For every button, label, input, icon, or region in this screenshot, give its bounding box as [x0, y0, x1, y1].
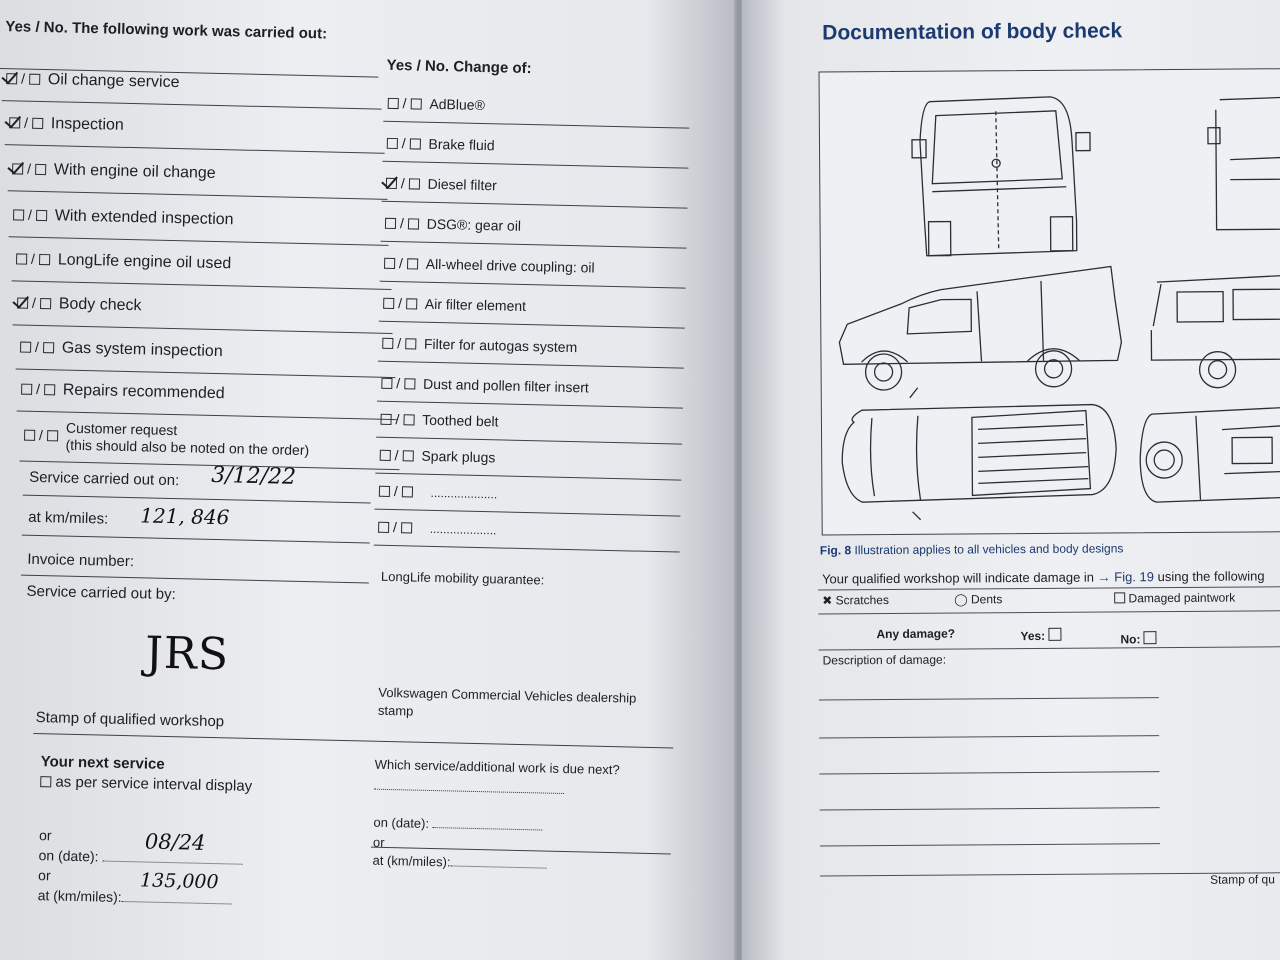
km-value[interactable]: 121, 846: [140, 503, 230, 530]
yes-checkbox[interactable]: [378, 522, 389, 533]
damage-yes-option[interactable]: [1020, 628, 1061, 643]
vehicle-outline-illustration: [820, 69, 1280, 534]
or-label: or: [38, 827, 52, 844]
next-service-label: Your next service: [40, 753, 165, 773]
figure-caption-text: Illustration applies to all vehicles and body designs: [854, 541, 1124, 558]
work-item[interactable]: [20, 339, 223, 362]
no-checkbox[interactable]: [44, 384, 55, 395]
yes-checkbox[interactable]: [382, 338, 393, 349]
yes-no-checkboxes[interactable]: [387, 135, 421, 152]
change-item[interactable]: [388, 95, 485, 113]
interval-label: as per service interval display: [55, 773, 253, 795]
no-checkbox[interactable]: [43, 342, 54, 353]
no-checkbox[interactable]: [410, 98, 421, 109]
page-title: Documentation of body check: [822, 19, 1123, 45]
at-km-label: at (km/miles):: [37, 887, 122, 905]
yes-checkbox[interactable]: [13, 209, 24, 220]
change-item-label: Dust and pollen filter insert: [422, 375, 589, 396]
description-label: Description of damage:: [822, 652, 947, 668]
yes-checkbox[interactable]: [21, 384, 32, 395]
change-item[interactable]: [383, 295, 526, 314]
figure-reference[interactable]: → Fig. 19: [1097, 569, 1155, 585]
yes-no-checkboxes[interactable]: [380, 447, 414, 464]
yes-no-checkboxes[interactable]: [386, 175, 420, 192]
yes-no-checkboxes[interactable]: [388, 95, 422, 112]
change-item[interactable]: [381, 375, 589, 396]
divider: [382, 201, 688, 209]
work-item-label: Oil change service: [47, 71, 180, 92]
slash: /: [389, 482, 402, 500]
yes-checkbox[interactable]: [379, 486, 390, 497]
yes-checkbox[interactable]: [24, 430, 35, 441]
slash: /: [23, 206, 36, 223]
divider: [819, 646, 1280, 650]
slash: /: [395, 215, 408, 232]
slash: /: [396, 175, 409, 192]
yes-no-checkboxes[interactable]: [6, 70, 40, 87]
divider: [13, 324, 393, 334]
work-item-label-main: Customer request: [65, 419, 178, 439]
no-checkbox[interactable]: [405, 338, 416, 349]
dealer-stamp-label-2: stamp: [377, 702, 414, 719]
slash: /: [17, 70, 30, 87]
work-item-label: Gas system inspection: [61, 339, 223, 361]
work-item[interactable]: [13, 206, 234, 229]
due-next-label: Which service/additional work is due next?: [374, 756, 620, 778]
legend-scratches: ✖ Scratches: [822, 592, 889, 608]
work-item-label: With engine oil change: [53, 161, 216, 182]
any-damage-label: Any damage?: [876, 626, 956, 642]
work-item[interactable]: [24, 419, 310, 459]
divider: [33, 733, 673, 749]
yes-checkbox[interactable]: [387, 138, 398, 149]
no-checkbox[interactable]: [401, 522, 412, 533]
divider: [5, 144, 385, 154]
slash: /: [391, 410, 404, 428]
no-checkbox[interactable]: [29, 74, 40, 85]
invoice-label: Invoice number:: [27, 550, 135, 571]
yes-checkbox[interactable]: [12, 163, 23, 174]
yes-checkbox[interactable]: [16, 253, 27, 264]
yes-label: Yes:: [1020, 628, 1046, 644]
slash: /: [26, 250, 39, 267]
legend-paintwork: [1114, 591, 1235, 606]
slash: /: [398, 95, 411, 112]
no-checkbox[interactable]: [32, 118, 43, 129]
slash: /: [390, 446, 403, 464]
yes-checkbox[interactable]: [388, 98, 399, 109]
work-item-note: (this should also be noted on the order): [65, 436, 310, 459]
yes-no-checkboxes[interactable]: [24, 427, 58, 444]
body-check-sheet: [742, 0, 1280, 960]
yes-no-checkboxes[interactable]: [16, 250, 50, 267]
divider: [374, 545, 680, 553]
vehicle-diagram: [819, 68, 1280, 535]
slash: /: [32, 380, 45, 398]
yes-no-checkboxes[interactable]: [378, 519, 412, 536]
legend-dents-label: Dents: [970, 592, 1003, 607]
change-item[interactable]: [380, 411, 498, 430]
yes-checkbox[interactable]: [1048, 628, 1061, 641]
slash: /: [397, 135, 410, 152]
divider: [2, 100, 382, 110]
work-item-label: [65, 420, 309, 460]
divider: [8, 190, 388, 200]
instructions-text: Your qualified workshop will indicate damage in: [821, 569, 1095, 587]
next-date-value[interactable]: 08/24: [144, 829, 206, 855]
yes-no-checkboxes[interactable]: [17, 294, 51, 311]
no-checkbox[interactable]: [407, 258, 418, 269]
yes-no-checkboxes[interactable]: [21, 381, 55, 398]
work-item-label: Inspection: [50, 115, 124, 134]
description-line[interactable]: [819, 697, 1159, 700]
work-header: Yes / No. The following work was carried out:: [5, 18, 328, 43]
description-line[interactable]: [819, 771, 1159, 774]
due-km-label: at (km/miles):: [372, 852, 451, 870]
work-item[interactable]: [6, 70, 180, 92]
slash: /: [30, 338, 43, 356]
yes-no-checkboxes[interactable]: [385, 215, 419, 232]
no-label: No:: [1120, 632, 1141, 647]
yes-no-checkboxes[interactable]: [383, 295, 417, 312]
yes-checkbox[interactable]: [386, 178, 397, 189]
work-item-label: Body check: [58, 295, 142, 315]
legend-scratches-label: Scratches: [835, 592, 889, 608]
next-km-value[interactable]: 135,000: [139, 869, 219, 894]
work-item[interactable]: [21, 381, 225, 404]
yes-checkbox[interactable]: [385, 218, 396, 229]
divider: [20, 461, 400, 471]
no-checkbox[interactable]: [408, 178, 419, 189]
change-item-label: Brake fluid: [428, 135, 495, 154]
no-checkbox[interactable]: [401, 486, 412, 497]
no-checkbox[interactable]: [403, 414, 414, 425]
description-line[interactable]: [820, 843, 1160, 846]
yes-no-checkboxes[interactable]: [381, 375, 415, 392]
due-km-field[interactable]: [372, 853, 546, 872]
divider: [12, 280, 392, 290]
slash: /: [394, 255, 407, 272]
divider: [380, 281, 686, 289]
due-next-line[interactable]: [374, 777, 564, 798]
yes-no-checkboxes[interactable]: [20, 339, 54, 356]
no-checkbox[interactable]: [406, 298, 417, 309]
divider: [379, 321, 685, 329]
stamp-label: Stamp of qu: [1210, 872, 1275, 887]
service-by-label: Service carried out by:: [26, 582, 176, 604]
right-page: [742, 0, 1280, 960]
slash: /: [392, 375, 405, 392]
divider: [377, 401, 683, 409]
divider: [375, 509, 681, 517]
change-item-label: Toothed belt: [422, 411, 499, 430]
on-date-label: on (date):: [38, 847, 99, 865]
yes-no-checkboxes[interactable]: [12, 160, 46, 177]
divider: [22, 535, 370, 544]
change-item-label: Air filter element: [424, 295, 527, 315]
yes-no-checkboxes[interactable]: [379, 483, 413, 500]
no-checkbox[interactable]: [404, 378, 415, 389]
divider: [375, 473, 681, 481]
change-item-label: Spark plugs: [421, 447, 496, 466]
slash: /: [393, 335, 406, 352]
divider: [23, 495, 371, 504]
yes-no-checkboxes[interactable]: [13, 206, 47, 223]
change-item-label: AdBlue®: [429, 95, 486, 114]
divider: [16, 368, 396, 378]
divider: [17, 410, 397, 420]
due-date-label: on (date):: [373, 814, 430, 831]
yes-no-checkboxes[interactable]: [384, 255, 418, 272]
change-item-label: All-wheel drive coupling: oil: [425, 255, 595, 276]
change-item[interactable]: [378, 519, 497, 538]
yes-checkbox[interactable]: [380, 450, 391, 461]
change-item-label: ....................: [429, 521, 497, 538]
figure-number: Fig. 8: [819, 543, 852, 558]
no-checkbox[interactable]: [402, 450, 413, 461]
work-item-label: Repairs recommended: [62, 381, 225, 403]
divider: [818, 610, 1280, 614]
no-checkbox[interactable]: [36, 210, 47, 221]
or-label-2: or: [37, 867, 51, 884]
figure-caption: [820, 541, 1124, 557]
work-item-label: With extended inspection: [54, 207, 234, 229]
no-checkbox[interactable]: [1144, 631, 1157, 644]
work-item[interactable]: [16, 250, 232, 273]
interval-checkbox[interactable]: [40, 776, 51, 787]
next-date-field[interactable]: [38, 847, 242, 868]
change-item-label: ....................: [430, 485, 498, 502]
slash: /: [394, 295, 407, 312]
yes-no-checkboxes[interactable]: [9, 114, 43, 131]
workshop-stamp-jrs: JRS: [144, 627, 230, 681]
km-label: at km/miles:: [28, 508, 109, 528]
yes-checkbox[interactable]: [384, 258, 395, 269]
slash: /: [27, 294, 40, 311]
change-header: Yes / No. Change of:: [386, 56, 532, 78]
dealer-stamp-label: Volkswagen Commercial Vehicles dealership: [378, 684, 637, 706]
yes-checkbox[interactable]: [9, 117, 20, 128]
damage-no-option[interactable]: [1120, 631, 1156, 646]
description-line[interactable]: [820, 807, 1160, 810]
legend-dents: ◯ Dents: [954, 592, 1003, 607]
change-item[interactable]: [380, 447, 496, 466]
longlife-label: LongLife mobility guarantee:: [380, 568, 545, 588]
yes-checkbox[interactable]: [381, 378, 392, 389]
yes-no-checkboxes[interactable]: [382, 335, 416, 352]
due-date-field[interactable]: [373, 815, 543, 834]
no-checkbox[interactable]: [47, 430, 58, 441]
change-item-label: Filter for autogas system: [423, 335, 578, 356]
stamp-workshop-label: Stamp of qualified workshop: [35, 708, 225, 731]
slash: /: [23, 160, 36, 177]
yes-no-checkboxes[interactable]: [380, 411, 414, 428]
service-date-label: Service carried out on:: [28, 468, 180, 490]
no-checkbox[interactable]: [40, 298, 51, 309]
change-item-label: DSG®: gear oil: [426, 215, 522, 234]
damage-instructions: [822, 568, 1265, 586]
no-checkbox[interactable]: [409, 138, 420, 149]
divider: [376, 437, 682, 445]
change-item[interactable]: [387, 135, 495, 153]
yes-checkbox[interactable]: [383, 298, 394, 309]
divider: [378, 361, 684, 369]
work-item[interactable]: [12, 160, 216, 183]
work-item[interactable]: [9, 114, 124, 135]
slash: /: [20, 114, 33, 131]
change-item-label: Diesel filter: [427, 175, 498, 194]
work-item[interactable]: [17, 294, 142, 315]
change-item[interactable]: [384, 255, 595, 276]
no-checkbox[interactable]: [39, 254, 50, 265]
yes-checkbox[interactable]: [17, 297, 28, 308]
no-checkbox[interactable]: [408, 218, 419, 229]
change-item[interactable]: [379, 483, 498, 502]
description-line[interactable]: [819, 735, 1159, 738]
divider: [383, 121, 689, 129]
divider: [21, 575, 369, 584]
change-item[interactable]: [386, 175, 497, 194]
yes-checkbox[interactable]: [20, 342, 31, 353]
instructions-text-2: using the following: [1157, 568, 1265, 585]
work-item-label: LongLife engine oil used: [57, 251, 232, 273]
paintwork-square-icon: [1114, 592, 1125, 603]
yes-checkbox[interactable]: [380, 414, 391, 425]
due-or-label: or: [372, 834, 385, 850]
divider: [381, 241, 687, 249]
yes-checkbox[interactable]: [6, 73, 17, 84]
divider: [9, 236, 389, 246]
divider: [382, 161, 688, 169]
slash: /: [34, 426, 47, 444]
legend-paintwork-label: Damaged paintwork: [1128, 590, 1236, 606]
slash: /: [388, 518, 401, 536]
interval-option[interactable]: [40, 773, 252, 795]
change-item[interactable]: [385, 215, 521, 234]
service-date-value[interactable]: 3/12/22: [210, 462, 297, 490]
change-item[interactable]: [382, 335, 577, 355]
no-checkbox[interactable]: [35, 164, 46, 175]
